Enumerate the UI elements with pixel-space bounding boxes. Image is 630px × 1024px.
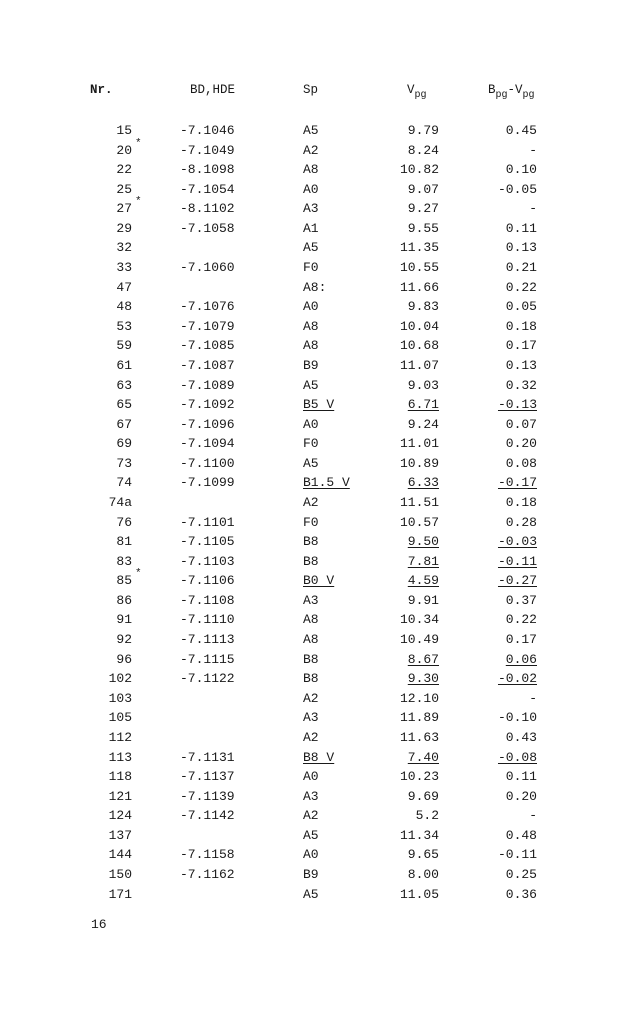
- table-row: [0, 196, 630, 219]
- star-number: 96: [116, 651, 132, 667]
- b-minus-v-color: -: [529, 808, 537, 824]
- table-row: [0, 568, 630, 591]
- table-row: [0, 806, 630, 826]
- v-magnitude: 9.07: [407, 181, 439, 197]
- header-v-sub: pg: [414, 90, 427, 101]
- star-number: 20: [116, 142, 132, 158]
- bd-hde-designation: -7.1079: [180, 318, 235, 334]
- b-minus-v-color: 0.08: [505, 455, 537, 471]
- spectral-type: B8: [303, 651, 319, 667]
- v-magnitude: 11.35: [399, 240, 439, 256]
- v-magnitude: 10.23: [399, 769, 439, 785]
- table-row: [0, 160, 630, 180]
- v-magnitude: 10.34: [399, 612, 439, 628]
- star-number: 61: [116, 357, 132, 373]
- table-row: [0, 532, 630, 552]
- b-minus-v-color: -0.10: [497, 710, 537, 726]
- v-magnitude: 11.34: [399, 827, 439, 843]
- b-minus-v-color: 0.18: [505, 318, 537, 334]
- star-number: 32: [116, 240, 132, 256]
- b-minus-v-color: -0.02: [497, 671, 537, 687]
- star-number: 102: [108, 671, 132, 687]
- v-magnitude: 7.40: [407, 749, 439, 765]
- table-row: [0, 669, 630, 689]
- b-minus-v-color: -0.13: [497, 397, 537, 413]
- table-row: [0, 297, 630, 317]
- spectral-type: B8: [303, 553, 319, 569]
- spectral-type: F0: [303, 514, 319, 530]
- table-row: [0, 552, 630, 572]
- b-minus-v-color: 0.45: [505, 123, 537, 138]
- b-minus-v-color: 0.22: [505, 279, 537, 295]
- bd-hde-designation: -7.1046: [180, 123, 235, 138]
- spectral-type: A2: [303, 729, 319, 745]
- spectral-type: A0: [303, 769, 319, 785]
- star-number: 112: [108, 729, 132, 745]
- header-bd-hde: BD,HDE: [190, 83, 236, 97]
- spectral-type: B8: [303, 671, 319, 687]
- table-row: [0, 137, 630, 161]
- spectral-type: A0: [303, 416, 319, 432]
- page-number: 16: [91, 917, 107, 932]
- b-minus-v-color: -0.08: [497, 749, 537, 765]
- bd-hde-designation: -7.1076: [180, 299, 235, 315]
- b-minus-v-color: 0.11: [505, 220, 537, 236]
- v-magnitude: 10.04: [399, 318, 439, 334]
- star-number: 67: [116, 416, 132, 432]
- star-number: 171: [108, 886, 132, 902]
- table-row: [0, 845, 630, 865]
- spectral-type: A2: [303, 690, 319, 706]
- v-magnitude: 9.65: [407, 847, 439, 863]
- b-minus-v-color: 0.13: [505, 357, 537, 373]
- header-bv-minus-v: -V: [507, 83, 523, 97]
- star-number: 22: [116, 162, 132, 178]
- star-number: 15: [116, 123, 132, 138]
- bd-hde-designation: -8.1102: [180, 201, 235, 217]
- v-magnitude: 11.63: [399, 729, 439, 745]
- v-magnitude: 11.05: [399, 886, 439, 902]
- spectral-type: A5: [303, 886, 319, 902]
- spectral-type: A0: [303, 299, 319, 315]
- spectral-type: A8: [303, 338, 319, 354]
- b-minus-v-color: 0.21: [505, 260, 537, 276]
- v-magnitude: 10.89: [399, 455, 439, 471]
- b-minus-v-color: -0.11: [497, 553, 537, 569]
- b-minus-v-color: 0.22: [505, 612, 537, 628]
- table-row: [0, 454, 630, 474]
- spectral-type: A2: [303, 142, 319, 158]
- v-magnitude: 4.59: [407, 573, 439, 589]
- spectral-type: A8: [303, 318, 319, 334]
- table-row: [0, 336, 630, 356]
- bd-hde-designation: -7.1060: [180, 260, 235, 276]
- bd-hde-designation: -7.1054: [180, 181, 235, 197]
- table-row: [0, 630, 630, 650]
- bd-hde-designation: -7.1106: [180, 573, 235, 589]
- star-number: 48: [116, 299, 132, 315]
- bd-hde-designation: -8.1098: [180, 162, 235, 178]
- bd-hde-designation: -7.1101: [180, 514, 235, 530]
- table-row: [0, 395, 630, 415]
- v-magnitude: 11.89: [399, 710, 439, 726]
- b-minus-v-color: -0.03: [497, 534, 537, 550]
- spectral-type: B8 V: [303, 749, 335, 765]
- v-magnitude: 12.10: [399, 690, 439, 706]
- table-row: [0, 121, 630, 141]
- star-number: 85: [116, 573, 132, 589]
- b-minus-v-color: 0.20: [505, 788, 537, 804]
- spectral-type: A3: [303, 592, 319, 608]
- v-magnitude: 9.69: [407, 788, 439, 804]
- spectral-type: A2: [303, 808, 319, 824]
- star-number: 59: [116, 338, 132, 354]
- star-number: 25: [116, 181, 132, 197]
- bd-hde-designation: -7.1105: [180, 534, 235, 550]
- spectral-type: A8: [303, 632, 319, 648]
- star-number: 137: [108, 827, 132, 843]
- spectral-type: B0 V: [303, 573, 335, 589]
- table-row: [0, 317, 630, 337]
- header-v-pg: [407, 83, 427, 101]
- table-row: [0, 278, 630, 298]
- bd-hde-designation: -7.1049: [180, 142, 235, 158]
- header-bv-sub2: pg: [522, 90, 535, 101]
- header-bv-b: B: [488, 83, 496, 97]
- b-minus-v-color: 0.17: [505, 338, 537, 354]
- table-row: [0, 513, 630, 533]
- spectral-type: F0: [303, 260, 319, 276]
- v-magnitude: 9.91: [407, 592, 439, 608]
- star-number: 65: [116, 397, 132, 413]
- header-bv-sub1: pg: [495, 90, 508, 101]
- v-magnitude: 9.55: [407, 220, 439, 236]
- b-minus-v-color: 0.06: [505, 651, 537, 667]
- table-row: [0, 610, 630, 630]
- bd-hde-designation: -7.1158: [180, 847, 235, 863]
- header-b-minus-v: [488, 83, 535, 101]
- star-number: 118: [108, 769, 132, 785]
- footnote-asterisk: *: [135, 137, 142, 150]
- table-row: [0, 493, 630, 513]
- star-number: 103: [108, 690, 132, 706]
- b-minus-v-color: 0.37: [505, 592, 537, 608]
- star-number: 86: [116, 592, 132, 608]
- bd-hde-designation: -7.1087: [180, 357, 235, 373]
- star-number: 124: [108, 808, 132, 824]
- spectral-type: A0: [303, 181, 319, 197]
- spectral-type: A5: [303, 377, 319, 393]
- bd-hde-designation: -7.1162: [180, 866, 235, 882]
- b-minus-v-color: -0.17: [497, 475, 537, 491]
- v-magnitude: 8.67: [407, 651, 439, 667]
- table-row: [0, 180, 630, 200]
- star-number: 63: [116, 377, 132, 393]
- table-row: [0, 415, 630, 435]
- b-minus-v-color: 0.07: [505, 416, 537, 432]
- header-nr: Nr.: [90, 83, 113, 97]
- star-number: 29: [116, 220, 132, 236]
- v-magnitude: 9.03: [407, 377, 439, 393]
- header-sp: Sp: [303, 83, 319, 97]
- v-magnitude: 5.2: [415, 808, 439, 824]
- spectral-type: B8: [303, 534, 319, 550]
- bd-hde-designation: -7.1122: [180, 671, 235, 687]
- spectral-type: A3: [303, 788, 319, 804]
- b-minus-v-color: -0.05: [497, 181, 537, 197]
- table-row: [0, 767, 630, 787]
- bd-hde-designation: -7.1139: [180, 788, 235, 804]
- v-magnitude: 9.79: [407, 123, 439, 138]
- v-magnitude: 10.68: [399, 338, 439, 354]
- b-minus-v-color: -: [529, 201, 537, 217]
- table-row: [0, 376, 630, 396]
- b-minus-v-color: 0.10: [505, 162, 537, 178]
- table-row: [0, 650, 630, 670]
- bd-hde-designation: -7.1113: [180, 632, 235, 648]
- spectral-type: F0: [303, 436, 319, 452]
- b-minus-v-color: 0.11: [505, 769, 537, 785]
- table-row: [0, 434, 630, 454]
- star-number: 27: [116, 201, 132, 217]
- star-number: 53: [116, 318, 132, 334]
- b-minus-v-color: 0.20: [505, 436, 537, 452]
- b-minus-v-color: -: [529, 690, 537, 706]
- b-minus-v-color: -: [529, 142, 537, 158]
- b-minus-v-color: 0.18: [505, 494, 537, 510]
- table-row: [0, 708, 630, 728]
- v-magnitude: 8.24: [407, 142, 439, 158]
- bd-hde-designation: -7.1094: [180, 436, 235, 452]
- v-magnitude: 11.66: [399, 279, 439, 295]
- bd-hde-designation: -7.1115: [180, 651, 235, 667]
- star-number: 47: [116, 279, 132, 295]
- table-row: [0, 728, 630, 748]
- spectral-type: B5 V: [303, 397, 335, 413]
- spectral-type: A8: [303, 162, 319, 178]
- table-row: [0, 885, 630, 905]
- v-magnitude: 8.00: [407, 866, 439, 882]
- table-row: [0, 238, 630, 258]
- bd-hde-designation: -7.1096: [180, 416, 235, 432]
- footnote-asterisk: *: [135, 568, 142, 581]
- b-minus-v-color: 0.48: [505, 827, 537, 843]
- v-magnitude: 11.01: [399, 436, 439, 452]
- footnote-asterisk: *: [135, 196, 142, 209]
- v-magnitude: 10.55: [399, 260, 439, 276]
- b-minus-v-color: 0.43: [505, 729, 537, 745]
- star-number: 76: [116, 514, 132, 530]
- table-row: [0, 865, 630, 885]
- v-magnitude: 10.49: [399, 632, 439, 648]
- star-number: 92: [116, 632, 132, 648]
- table-row: [0, 689, 630, 709]
- spectral-type: A5: [303, 827, 319, 843]
- spectral-type: B9: [303, 866, 319, 882]
- b-minus-v-color: 0.13: [505, 240, 537, 256]
- bd-hde-designation: -7.1089: [180, 377, 235, 393]
- table-row: [0, 591, 630, 611]
- b-minus-v-color: 0.36: [505, 886, 537, 902]
- star-number: 105: [108, 710, 132, 726]
- v-magnitude: 9.83: [407, 299, 439, 315]
- table-row: [0, 787, 630, 807]
- spectral-type: A3: [303, 201, 319, 217]
- star-number: 73: [116, 455, 132, 471]
- star-number: 83: [116, 553, 132, 569]
- header-v-main: V: [407, 83, 415, 97]
- spectral-type: A1: [303, 220, 319, 236]
- v-magnitude: 9.50: [407, 534, 439, 550]
- spectral-type: A3: [303, 710, 319, 726]
- spectral-type: A2: [303, 494, 319, 510]
- bd-hde-designation: -7.1058: [180, 220, 235, 236]
- spectral-type: A8:: [303, 279, 327, 295]
- star-number: 74: [116, 475, 132, 491]
- spectral-type: B1.5 V: [303, 475, 350, 491]
- v-magnitude: 9.27: [407, 201, 439, 217]
- spectral-type: A5: [303, 455, 319, 471]
- table-row: [0, 473, 630, 493]
- v-magnitude: 9.30: [407, 671, 439, 687]
- bd-hde-designation: -7.1085: [180, 338, 235, 354]
- spectral-type: A5: [303, 123, 319, 138]
- b-minus-v-color: 0.32: [505, 377, 537, 393]
- bd-hde-designation: -7.1108: [180, 592, 235, 608]
- table-row: [0, 258, 630, 278]
- bd-hde-designation: -7.1137: [180, 769, 235, 785]
- bd-hde-designation: -7.1131: [180, 749, 235, 765]
- spectral-type: A8: [303, 612, 319, 628]
- star-number: 150: [108, 866, 132, 882]
- v-magnitude: 11.51: [399, 494, 439, 510]
- table-row: [0, 748, 630, 768]
- star-number: 121: [108, 788, 132, 804]
- spectral-type: B9: [303, 357, 319, 373]
- star-number: 113: [108, 749, 132, 765]
- star-number: 33: [116, 260, 132, 276]
- spectral-type: A0: [303, 847, 319, 863]
- bd-hde-designation: -7.1103: [180, 553, 235, 569]
- star-number: 91: [116, 612, 132, 628]
- star-number: 74a: [108, 494, 132, 510]
- star-number: 144: [108, 847, 132, 863]
- v-magnitude: 6.71: [407, 397, 439, 413]
- bd-hde-designation: -7.1142: [180, 808, 235, 824]
- b-minus-v-color: -0.11: [497, 847, 537, 863]
- star-number: 81: [116, 534, 132, 550]
- b-minus-v-color: 0.28: [505, 514, 537, 530]
- v-magnitude: 9.24: [407, 416, 439, 432]
- v-magnitude: 6.33: [407, 475, 439, 491]
- b-minus-v-color: 0.25: [505, 866, 537, 882]
- v-magnitude: 11.07: [399, 357, 439, 373]
- bd-hde-designation: -7.1092: [180, 397, 235, 413]
- bd-hde-designation: -7.1099: [180, 475, 235, 491]
- bd-hde-designation: -7.1110: [180, 612, 235, 628]
- star-table: [0, 121, 630, 904]
- table-row: [0, 219, 630, 239]
- table-row: [0, 356, 630, 376]
- v-magnitude: 7.81: [407, 553, 439, 569]
- v-magnitude: 10.57: [399, 514, 439, 530]
- b-minus-v-color: 0.05: [505, 299, 537, 315]
- v-magnitude: 10.82: [399, 162, 439, 178]
- b-minus-v-color: 0.17: [505, 632, 537, 648]
- bd-hde-designation: -7.1100: [180, 455, 235, 471]
- table-row: [0, 826, 630, 846]
- b-minus-v-color: -0.27: [497, 573, 537, 589]
- star-number: 69: [116, 436, 132, 452]
- spectral-type: A5: [303, 240, 319, 256]
